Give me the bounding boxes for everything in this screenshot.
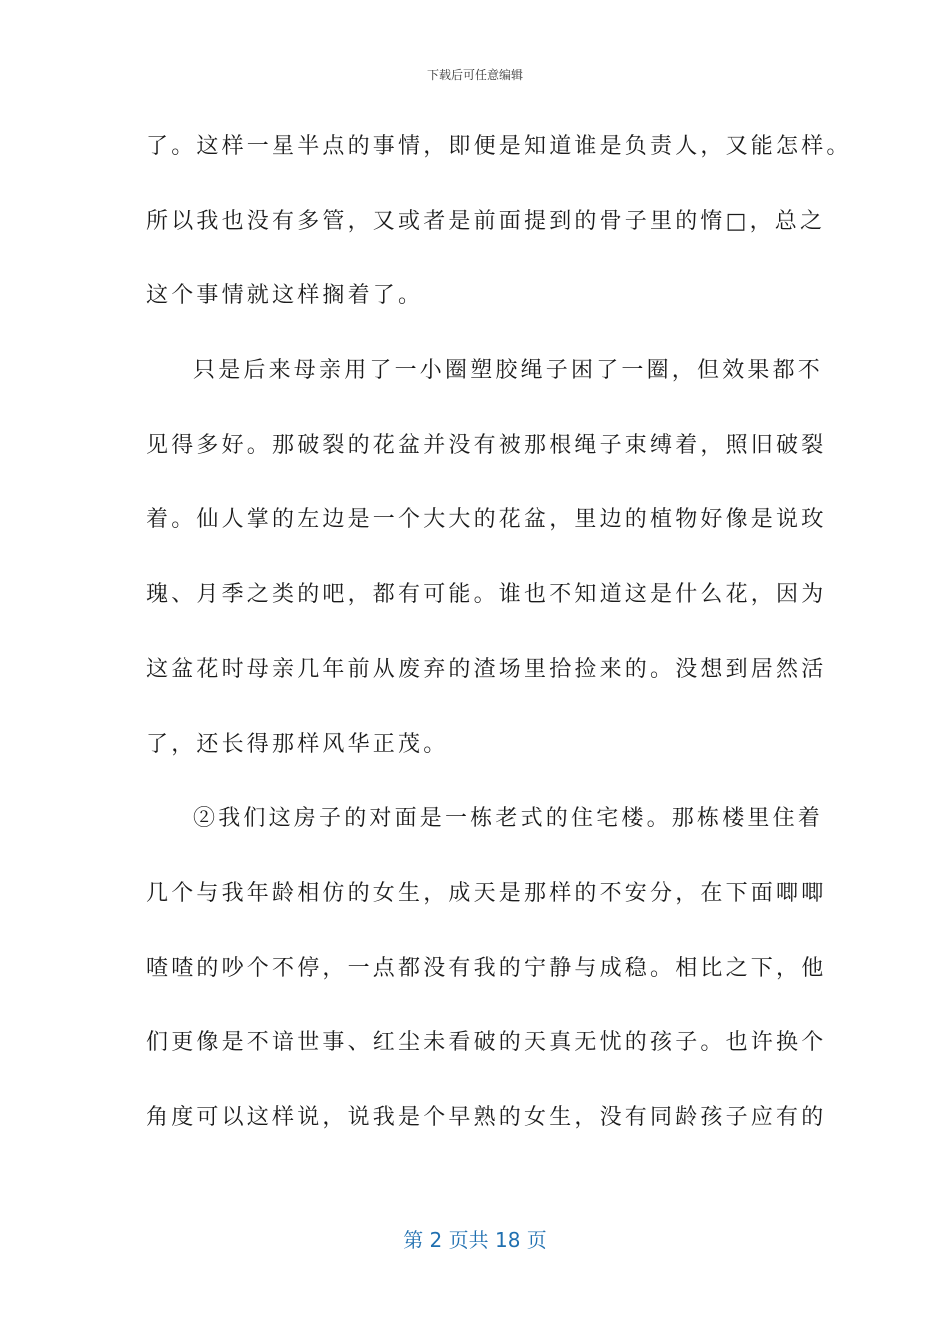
text-line: 这个事情就这样搁着了。 [146,283,424,309]
text-line: 们更像是不谙世事、红尘未看破的天真无忧的孩子。也许换个 [146,1030,827,1056]
text-line: 瑰、月季之类的吧，都有可能。谁也不知道这是什么花，因为 [146,582,827,608]
text-line: 这盆花时母亲几年前从废弃的渣场里拾捡来的。没想到居然活 [146,656,827,682]
text-line: ②我们这房子的对面是一栋老式的住宅楼。那栋楼里住着 [193,806,824,832]
text-line: 了。这样一星半点的事情，即便是知道谁是负责人，又能怎样。 [146,134,852,159]
document-body [146,110,852,1156]
text-line: 着。仙人掌的左边是一个大大的花盆，里边的植物好像是说玫 [146,507,827,533]
text-line: 几个与我年龄相仿的女生，成天是那样的不安分，在下面唧唧 [146,880,827,906]
page-number-footer: 第 2 页共 18 页 [403,1228,547,1252]
text-line: 了，还长得那样风华正茂。 [146,731,449,757]
text-line: 见得多好。那破裂的花盆并没有被那根绳子束缚着，照旧破裂 [146,432,827,458]
header-note: 下载后可任意编辑 [426,68,523,82]
text-line: 所以我也没有多管，又或者是前面提到的骨子里的惰□，总之 [146,208,826,234]
text-line: 角度可以这样说，说我是个早熟的女生，没有同龄孩子应有的 [146,1104,827,1130]
text-line: 只是后来母亲用了一小圈塑胶绳子困了一圈，但效果都不 [193,358,824,384]
text-line: 喳喳的吵个不停，一点都没有我的宁静与成稳。相比之下，他 [146,955,827,981]
